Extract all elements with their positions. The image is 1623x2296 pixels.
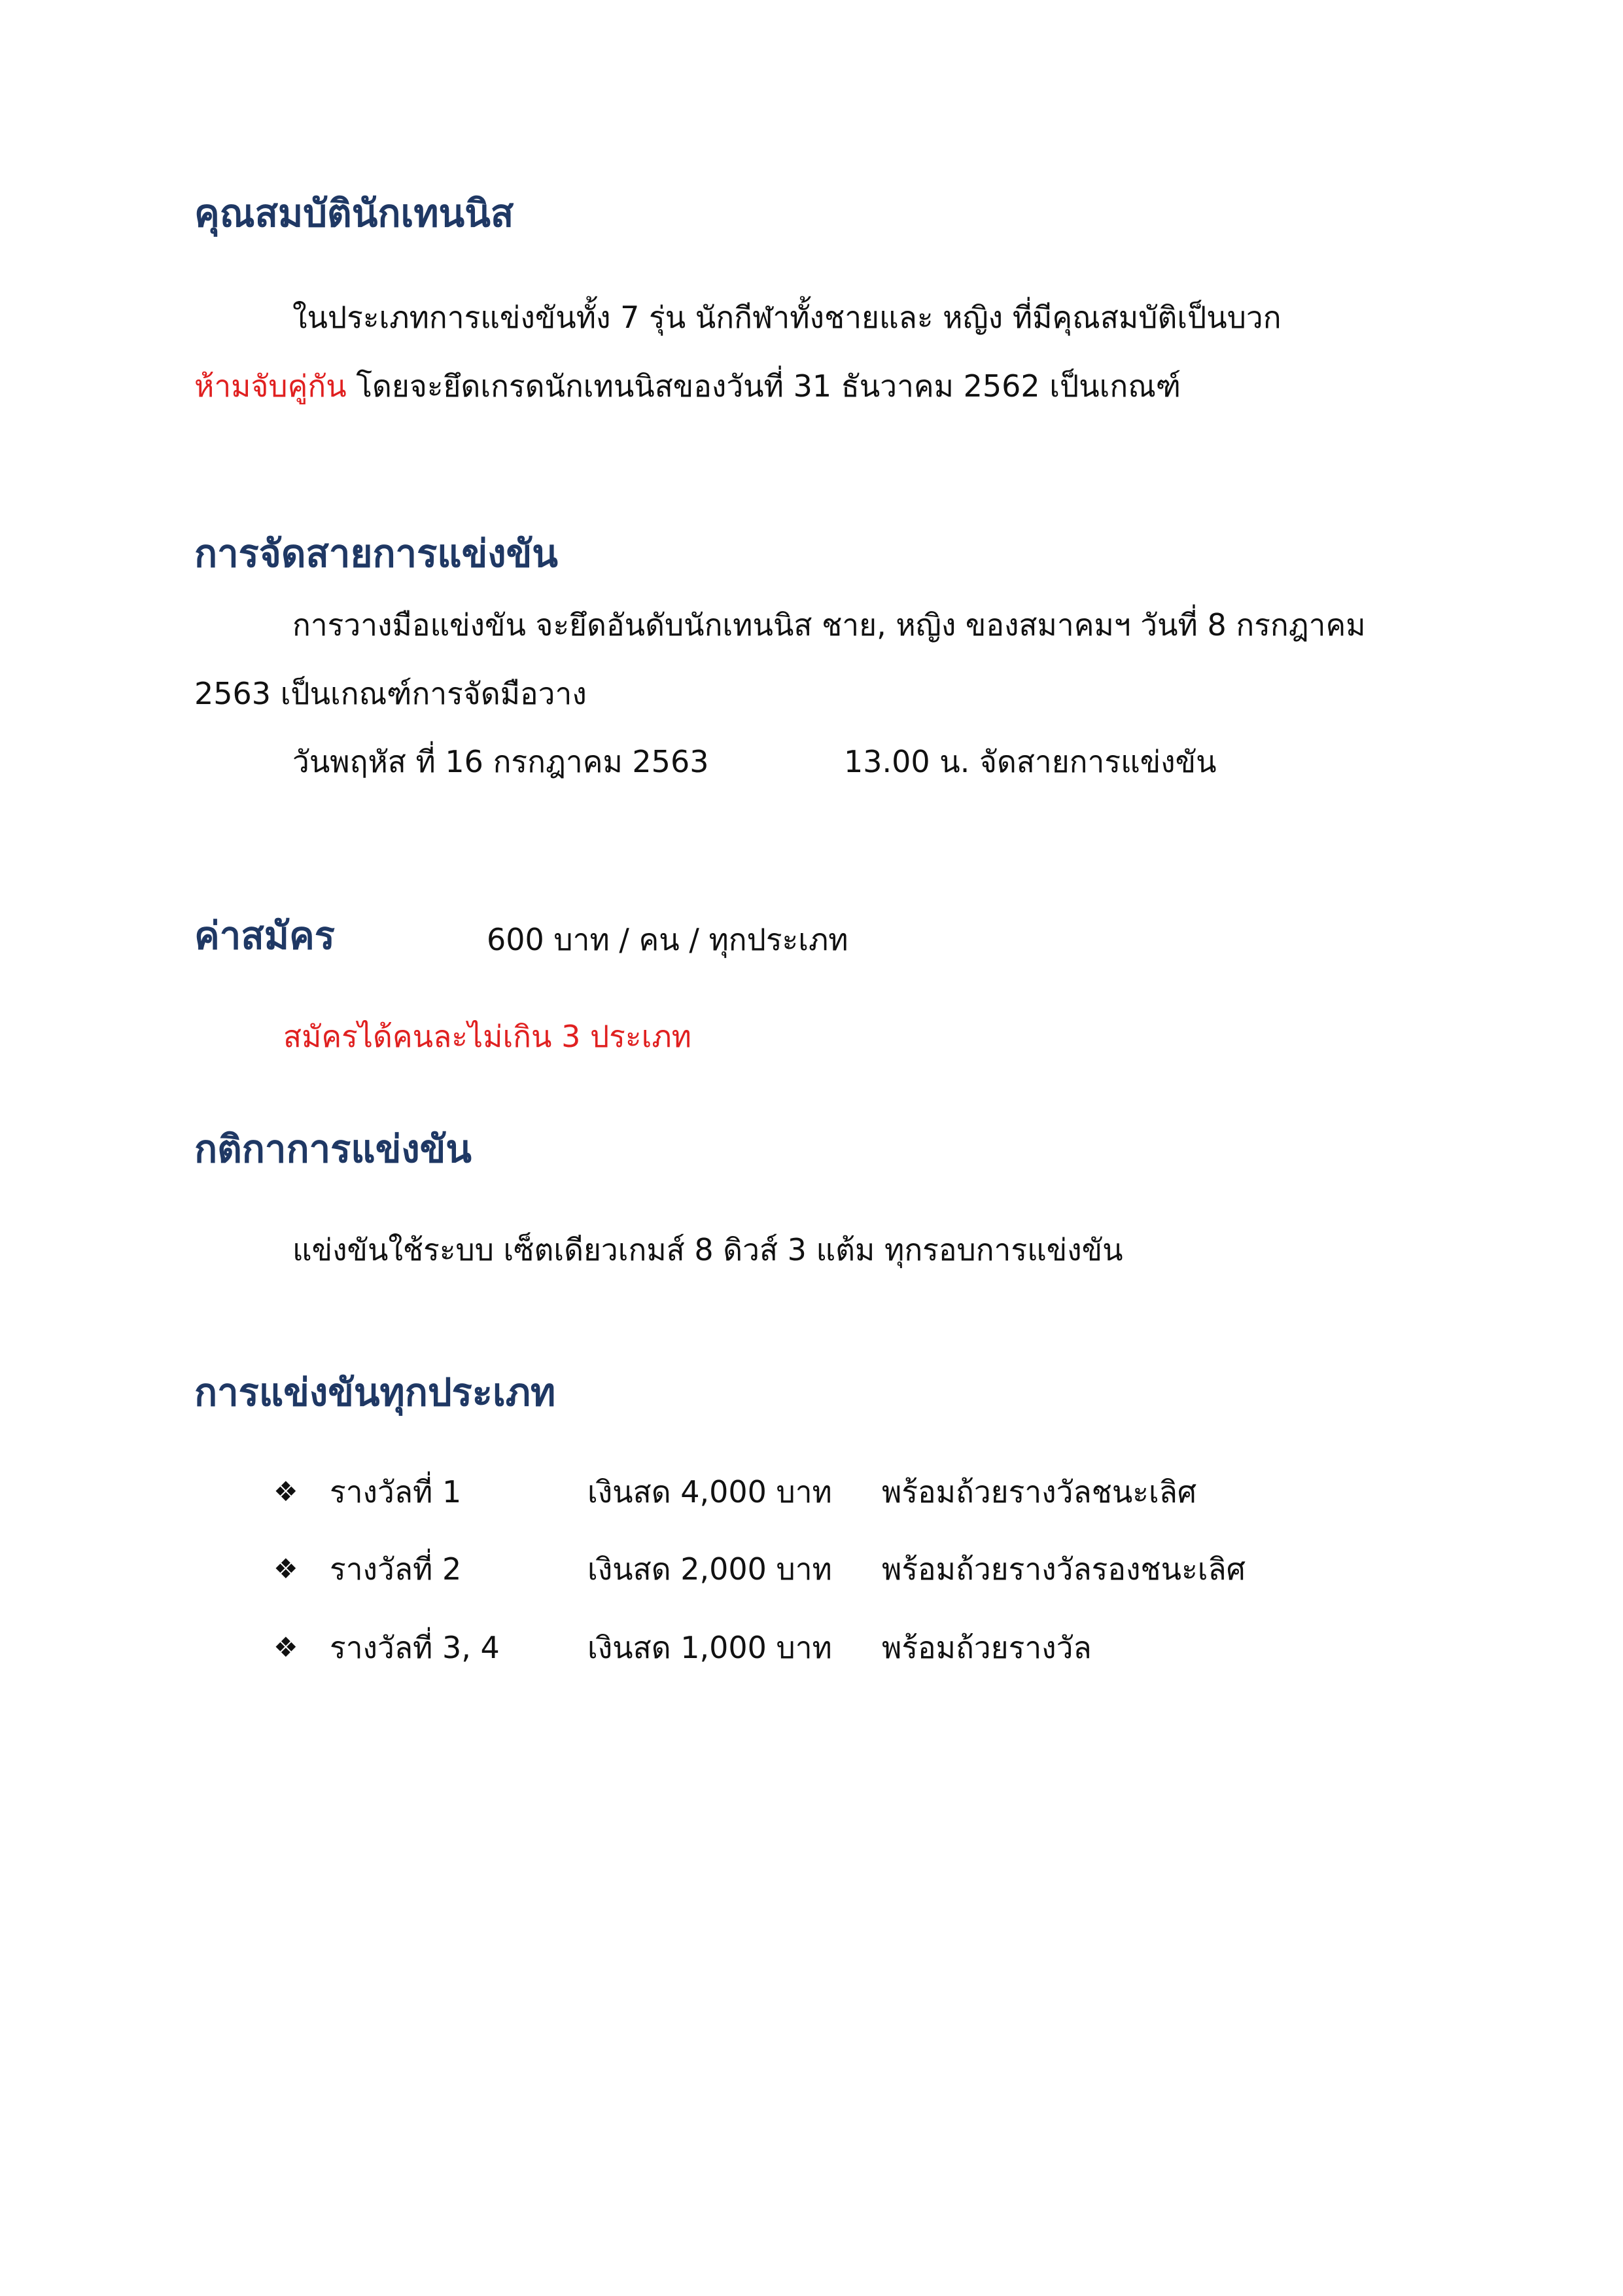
draw-line-2: 2563 เป็นเกณฑ์การจัดมือวาง: [194, 676, 587, 711]
prize-item: [273, 1549, 1386, 1589]
prize-label: รางวัลที่ 1: [330, 1474, 462, 1510]
draw-time: 13.00 น. จัดสายการแข่งขัน: [844, 744, 1217, 779]
no-pairing-note: ห้ามจับคู่กัน: [194, 368, 347, 404]
prize-cash: เงินสด 4,000 บาท: [587, 1474, 832, 1510]
fee-limit-note: สมัครได้คนละไม่เกิน 3 ประเภท: [283, 1019, 691, 1054]
prize-item: [273, 1628, 1386, 1667]
qualifications-line-2: [194, 366, 1181, 406]
diamond-bullet-icon: ❖: [273, 1631, 298, 1663]
qualifications-line-1: ในประเภทการแข่งขันทั้ง 7 รุ่น นักกีฬาทั้งชายและ หญิง ที่มีคุณสมบัติเป็นบวก: [292, 300, 1282, 335]
diamond-bullet-icon: ❖: [273, 1475, 298, 1508]
fee-amount: 600 บาท / คน / ทุกประเภท: [487, 922, 848, 957]
draw-schedule-line: [292, 742, 1405, 781]
prize-trophy: พร้อมถ้วยรางวัลชนะเลิศ: [882, 1474, 1197, 1510]
rules-heading: กติกาการแข่งขัน: [194, 1127, 472, 1171]
draw-heading: การจัดสายการแข่งขัน: [194, 531, 558, 576]
prize-label: รางวัลที่ 2: [330, 1551, 462, 1587]
prizes-heading: การแข่งขันทุกประเภท: [194, 1370, 556, 1415]
draw-date: วันพฤหัส ที่ 16 กรกฎาคม 2563: [292, 744, 709, 779]
prize-trophy: พร้อมถ้วยรางวัล: [882, 1630, 1092, 1665]
rules-line-1: แข่งขันใช้ระบบ เซ็ตเดียวเกมส์ 8 ดิวส์ 3 แต้ม ทุกรอบการแข่งขัน: [292, 1232, 1123, 1267]
fee-heading: ค่าสมัคร: [194, 913, 335, 958]
grade-reference-text: โดยจะยึดเกรดนักเทนนิสของวันที่ 31 ธันวาคม 2562 เป็นเกณฑ์: [356, 368, 1181, 404]
fee-row: [194, 911, 1372, 963]
draw-line-1: การวางมือแข่งขัน จะยึดอันดับนักเทนนิส ชาย, หญิง ของสมาคมฯ วันที่ 8 กรกฎาคม: [292, 607, 1366, 643]
prize-cash: เงินสด 1,000 บาท: [587, 1630, 832, 1665]
qualifications-heading: คุณสมบัตินักเทนนิส: [194, 191, 514, 236]
prize-item: [273, 1472, 1386, 1511]
prize-label: รางวัลที่ 3, 4: [330, 1630, 500, 1665]
diamond-bullet-icon: ❖: [273, 1553, 298, 1585]
prize-cash: เงินสด 2,000 บาท: [587, 1551, 832, 1587]
prize-trophy: พร้อมถ้วยรางวัลรองชนะเลิศ: [882, 1551, 1246, 1587]
